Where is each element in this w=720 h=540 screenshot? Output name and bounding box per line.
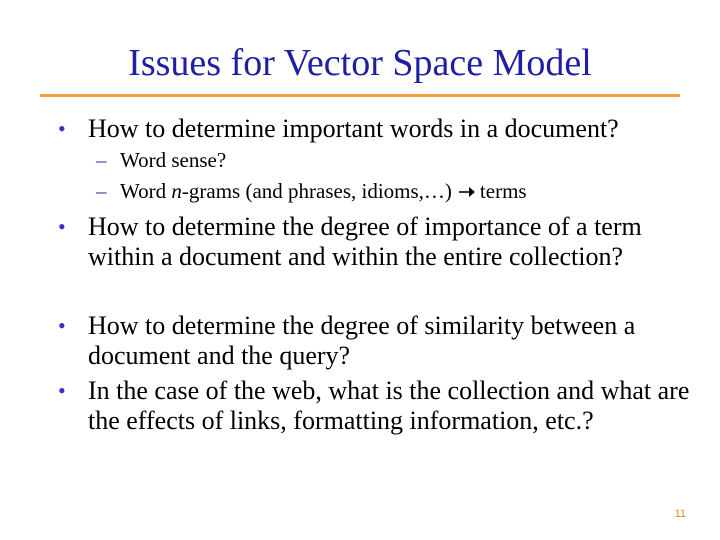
title-divider [40,94,680,97]
dash-icon: – [96,179,107,203]
sub-bullet-text: Word sense? [120,148,227,172]
bullet-dot-icon: • [58,214,66,239]
sub-bullet-middle: -grams (and phrases, idioms,…) [181,179,452,203]
bullet-text: How to determine the degree of similarity between a document and the query? [88,311,636,370]
right-arrow-icon [458,185,476,199]
bullet-dot-icon: • [58,378,66,403]
bullet-text: How to determine the degree of importance of a term within a document and within the entire collection? [88,212,642,271]
dash-icon: – [96,148,107,172]
page-number: 11 [674,508,686,520]
slide-title: Issues for Vector Space Model [128,42,592,84]
bullet-text: How to determine important words in a document? [88,114,619,143]
sub-bullet-prefix: Word [120,179,172,203]
sub-bullet-suffix: terms [479,179,527,203]
bullet-dot-icon: • [58,313,66,338]
bullet-dot-icon: • [58,116,66,141]
sub-bullet-text [120,177,527,205]
bullet-text: In the case of the web, what is the collection and what are the effects of links, formatting information, etc.? [88,376,690,435]
sub-bullet-italic: n [171,179,182,203]
